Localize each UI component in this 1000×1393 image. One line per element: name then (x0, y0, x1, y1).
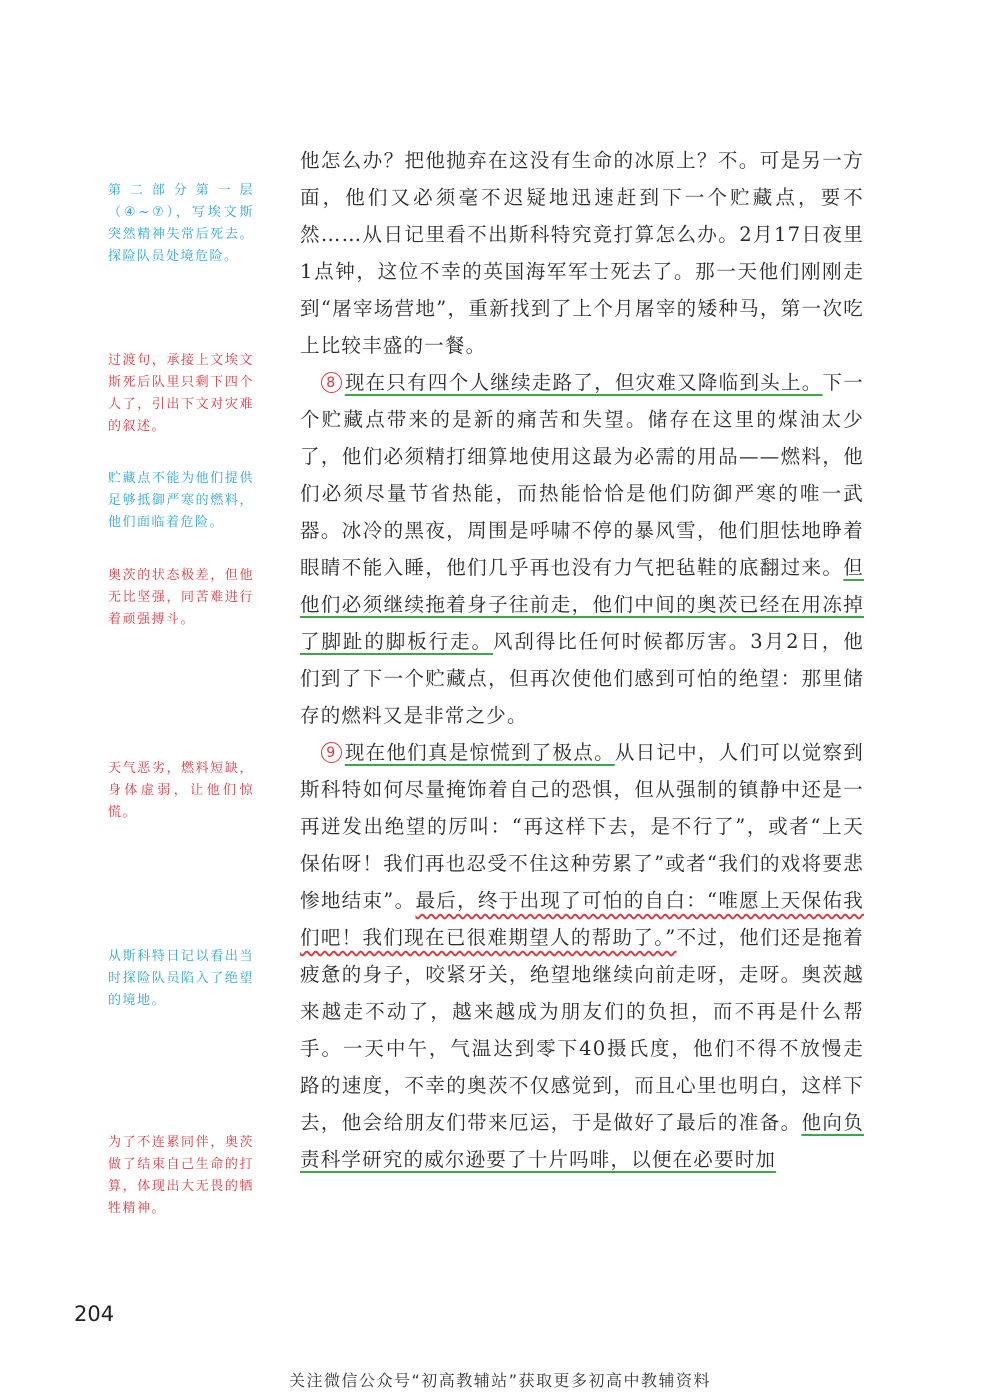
paragraph-9 (300, 734, 864, 1178)
underlined-sentence: 他向负责科学研究的威尔逊要了十片吗啡，以便在必要时加 (300, 1111, 864, 1171)
paragraph-7-end: 他怎么办？把他抛弃在这没有生命的冰原上？不。可是另一方面，他们又必须毫不迟疑地迅速赶到下一个贮藏点，要不然……从日记里看不出斯科特究竟打算怎么办。2月17日夜里1点钟，这位不幸的英国海军军士死去了。那一天他们刚刚走到“屠宰场营地”，重新找到了上个月屠宰的矮种马，第一次吃上比较丰盛的一餐。 (300, 149, 864, 357)
text-run: 不过，他们还是拖着疲惫的身子，咬紧牙关，绝望地继续向前走呀，走呀。奥茨越来越走不动了，越来越成为朋友们的负担，而不再是什么帮手。一天中午，气温达到零下40摄氏度，他们不得不放慢走路的速度，不幸的奥茨不仅感觉到，而且心里也明白，这样下去，他会给朋友们带来厄运，于是做好了最后的准备。 (300, 926, 864, 1134)
main-text (300, 142, 864, 1178)
underlined-sentence: 现在只有四个人继续走路了，但灾难又降临到头上。 (344, 371, 823, 394)
margin-note-6: 从斯科特日记以看出当时探险队员陷入了绝望的境地。 (108, 949, 254, 1008)
underlined-sentence: 现在他们真是惊慌到了极点。 (344, 741, 615, 764)
paragraph-8 (300, 364, 864, 734)
underlined-sentence: 但他们必须继续拖着身子往前走，他们中间的奥茨已经在用冻掉了脚趾的脚板行走。 (300, 556, 864, 653)
margin-note-1: 第二部分第一层（④~⑦），写埃文斯突然精神失常后死去。探险队员处境危险。 (108, 183, 254, 264)
margin-note-3: 贮藏点不能为他们提供足够抵御严寒的燃料，他们面临着危险。 (108, 471, 254, 530)
margin-note-5: 天气恶劣，燃料短缺，身体虚弱，让他们惊慌。 (108, 761, 254, 820)
footer-note: 关注微信公众号“初高教辅站”获取更多初高中教辅资料 (288, 1371, 712, 1390)
text-run: 下一个贮藏点带来的是新的痛苦和失望。储存在这里的煤油太少了，他们必须精打细算地使用这最为必需的用品——燃料，他们必须尽量节省热能，而热能恰恰是他们防御严寒的唯一武器。冰冷的黑夜，周围是呼啸不停的暴风雪，他们胆怯地睁着眼睛不能入睡，他们几乎再也没有力气把毡鞋的底翻过来。 (300, 371, 865, 579)
text-run: 风刮得比任何时候都厉害。3月2日，他们到了下一个贮藏点，但再次使他们感到可怕的绝望：那里储存的燃料又是非常之少。 (300, 630, 864, 727)
margin-note-4: 奥茨的状态极差，但他无比坚强，同苦难进行着顽强搏斗。 (108, 568, 254, 627)
text-run: 从日记中，人们可以觉察到斯科特如何尽量掩饰着自己的恐惧，但从强制的镇静中还是一再迸发出绝望的厉叫：“再这样下去，是不行了”，或者“上天保佑呀！我们再也忍受不住这种劳累了”或者“我们的戏将要悲惨地结束”。 (300, 741, 864, 912)
page-number: 204 (74, 1302, 115, 1326)
paragraph-number-9: 9 (321, 742, 342, 763)
margin-note-7: 为了不连累同伴，奥茨做了结束自己生命的打算，体现出大无畏的牺牲精神。 (108, 1135, 254, 1216)
wavy-underlined-sentence: 最后，终于出现了可怕的自白：“唯愿上天保佑我们吧！我们现在已很难期望人的帮助了。” (300, 889, 864, 949)
paragraph-number-8: 8 (321, 372, 342, 393)
margin-note-2: 过渡句，承接上文埃文斯死后队里只剩下四个人了，引出下文对灾难的叙述。 (108, 353, 254, 434)
